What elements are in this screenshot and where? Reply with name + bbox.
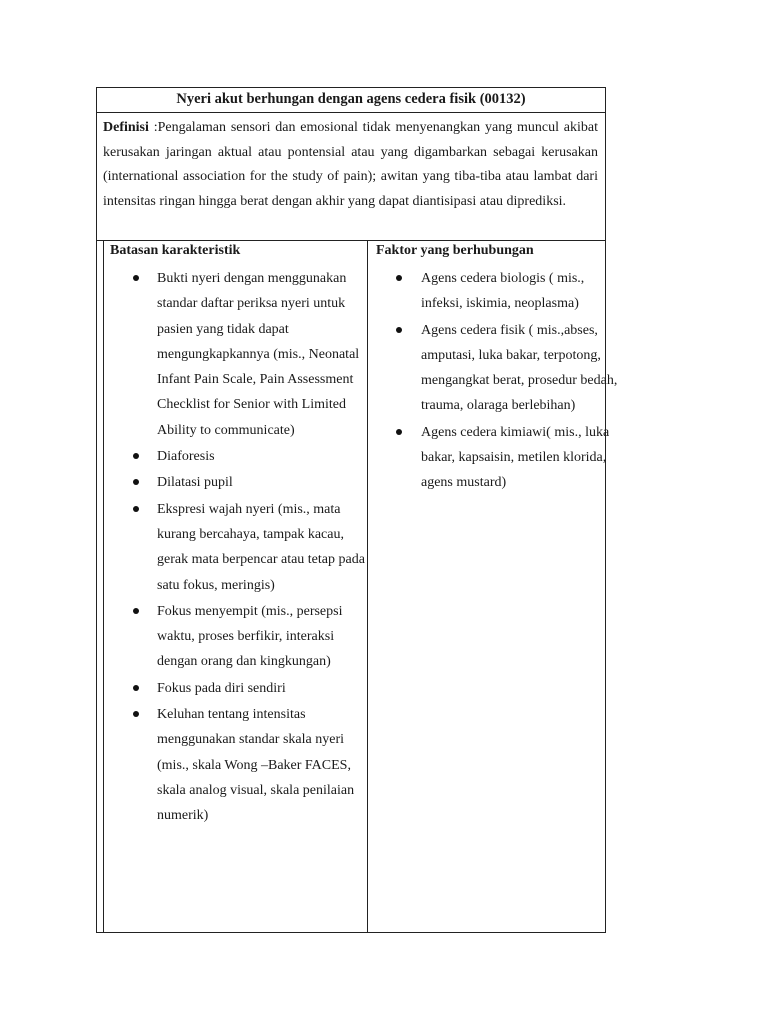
related-factors-header: Faktor yang berhubungan (376, 243, 534, 258)
list-item: Bukti nyeri dengan menggunakan standar daftar periksa nyeri untuk pasien yang tidak dapat mengungkapkannya (mis., Neonatal Infant Pain Scale, Pain Assessment Checklist for Senior with Limited Ability to communicate) (110, 266, 367, 443)
list-item: Diaforesis (110, 444, 367, 469)
bullet-icon (133, 608, 139, 614)
definition-separator: : (148, 120, 158, 135)
bullet-icon (133, 506, 139, 512)
list-item: Agens cedera kimiawi( mis., luka bakar, kapsaisin, metilen klorida, agens mustard) (376, 420, 626, 496)
characteristics-header: Batasan karakteristik (110, 243, 241, 258)
definition-text: Pengalaman sensori dan emosional tidak menyenangkan yang muncul akibat kerusakan jaringan aktual atau pontensial atau yang digambarkan sebagai kerusakan (international association for the study of pain); awitan yang tiba-tiba atau lambat dari intensitas ringan hingga berat dengan akhir yang dapat diantisipasi atau diprediksi. (103, 120, 599, 209)
bullet-icon (396, 275, 402, 281)
list-item: Ekspresi wajah nyeri (mis., mata kurang bercahaya, tampak kacau, gerak mata berpencar atau tetap pada satu fokus, meringis) (110, 497, 367, 598)
characteristics-column (103, 241, 368, 932)
bullet-icon (396, 429, 402, 435)
related-factors-column (368, 241, 626, 932)
bullet-icon (133, 275, 139, 281)
bullet-icon (133, 685, 139, 691)
list-item: Agens cedera fisik ( mis.,abses, amputasi, luka bakar, terpotong, mengangkat berat, prosedur bedah, trauma, olaraga berlebihan) (376, 318, 626, 419)
list-item: Agens cedera biologis ( mis., infeksi, iskimia, neoplasma) (376, 266, 626, 317)
characteristics-list (110, 266, 367, 829)
list-item: Keluhan tentang intensitas menggunakan standar skala nyeri (mis., skala Wong –Baker FACES, skala analog visual, skala penilaian numerik) (110, 702, 367, 828)
list-item: Fokus menyempit (mis., persepsi waktu, proses berfikir, interaksi dengan orang dan kingkungan) (110, 599, 367, 675)
definition-label: Definisi (103, 120, 149, 135)
bullet-icon (396, 327, 402, 333)
related-factors-list (376, 266, 626, 496)
bullet-icon (133, 453, 139, 459)
diagnosis-table (96, 87, 618, 933)
bullet-icon (133, 711, 139, 717)
list-item: Fokus pada diri sendiri (110, 676, 367, 701)
bullet-icon (133, 479, 139, 485)
columns-row (97, 241, 618, 932)
diagnosis-title: Nyeri akut berhungan dengan agens cedera fisik (00132) (97, 88, 605, 113)
definition-section (97, 113, 605, 241)
list-item: Dilatasi pupil (110, 470, 367, 495)
